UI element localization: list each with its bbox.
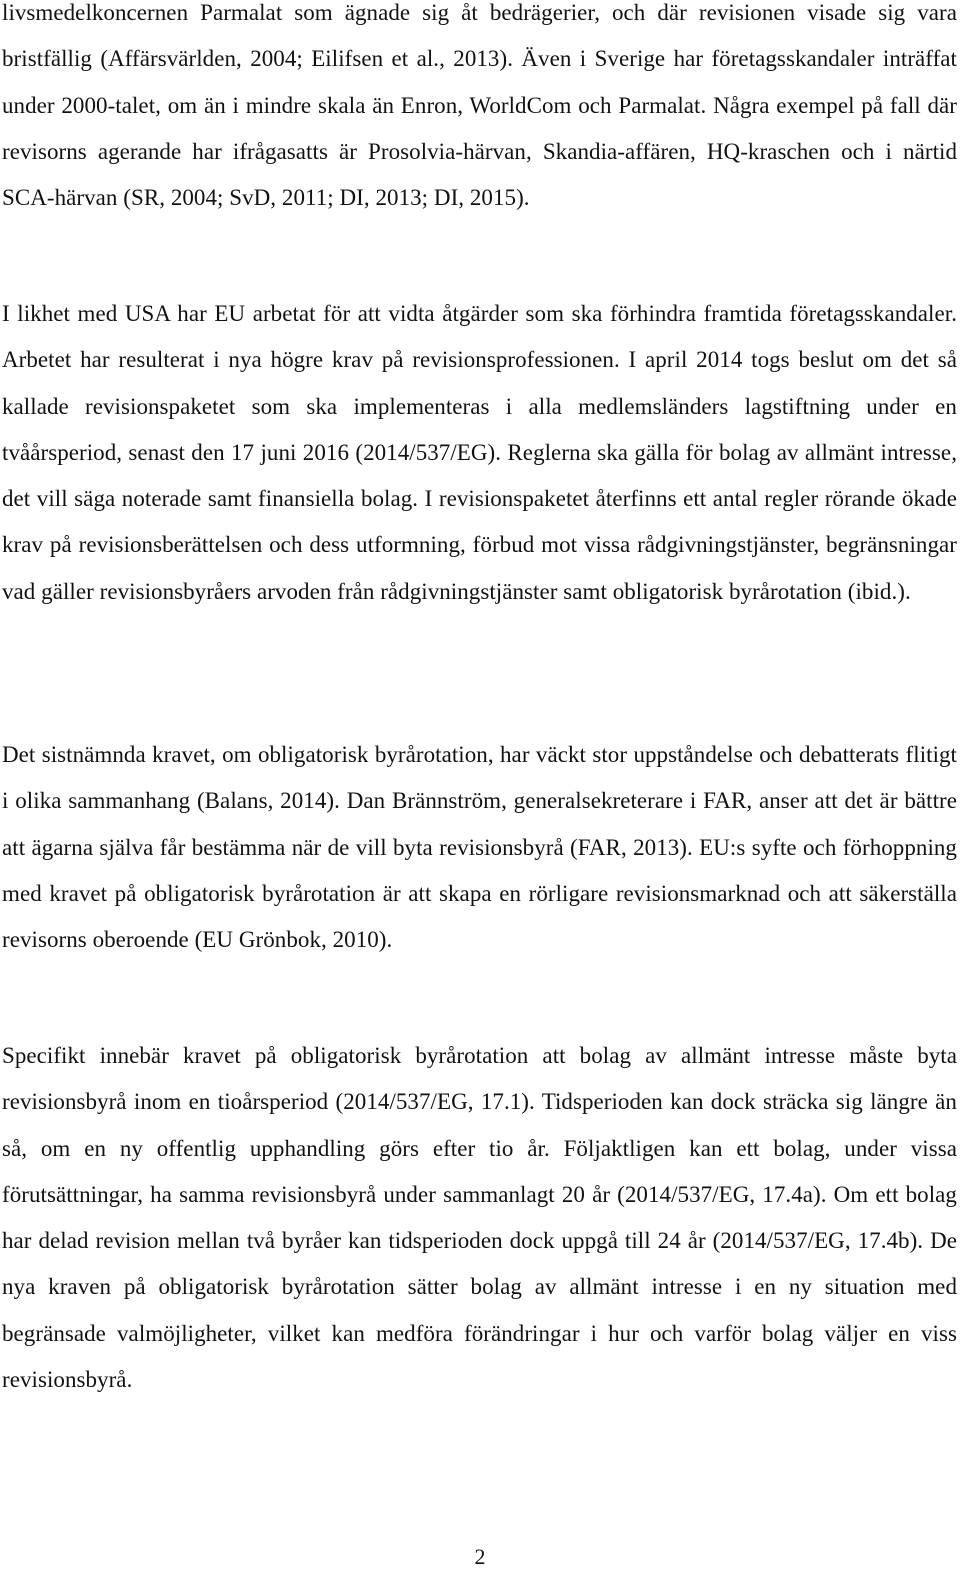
paragraph-rotation-requirements: Specifikt innebär kravet på obligatorisk byrårotation att bolag av allmänt intresse måste byta revisionsbyrå inom en tioårsperiod (2014/537/EG, 17.1). Tidsperioden kan dock sträcka sig längre än så, om en ny offentlig upphandling görs efter tio år. Följaktligen kan ett bolag, under vissa förutsättningar, ha samma revisionsbyrå under sammanlagt 20 år (2014/537/EG, 17.4a). Om ett bolag har delad revision mellan två byråer kan tidsperioden dock uppgå till 24 år (2014/537/EG, 17.4b). De nya kraven på obligatorisk byrårotation sätter bolag av allmänt intresse i en ny situation med begränsade valmöjligheter, vilket kan medföra förändringar i hur och varför bolag väljer en viss revisionsbyrå. (2, 1043, 957, 1393)
paragraph-eu-audit-reform: I likhet med USA har EU arbetat för att vidta åtgärder som ska förhindra framtida företagsskandaler. Arbetet har resulterat i nya högre krav på revisionsprofessionen. I april 2014 togs beslut om det så kallade revisionspaketet som ska implementeras i alla medlemsländers lagstiftning under en tvåårsperiod, senast den 17 juni 2016 (2014/537/EG). Reglerna ska gälla för bolag av allmänt intresse, det vill säga noterade samt finansiella bolag. I revisionspaketet återfinns ett antal regler rörande ökade krav på revisionsberättelsen och dess utformning, förbud mot vissa rådgivningstjänster, begränsningar vad gäller revisionsbyråers arvoden från rådgivningstjänster samt obligatorisk byrårotation (ibid.). (2, 301, 957, 604)
paragraph-corporate-scandals-sweden: livsmedelkoncernen Parmalat som ägnade sig åt bedrägerier, och där revisionen visade sig vara bristfällig (Affärsvärlden, 2004; Eilifsen et al., 2013). Även i Sverige har företagsskandaler inträffat under 2000-talet, om än i mindre skala än Enron, WorldCom och Parmalat. Några exempel på fall där revisorns agerande har ifrågasatts är Prosolvia-härvan, Skandia-affären, HQ-kraschen och i närtid SCA-härvan (SR, 2004; SvD, 2011; DI, 2013; DI, 2015). (2, 0, 957, 211)
paragraph-mandatory-rotation-debate: Det sistnämnda kravet, om obligatorisk byrårotation, har väckt stor uppståndelse och debatterats flitigt i olika sammanhang (Balans, 2014). Dan Brännström, generalsekreterare i FAR, anser att det är bättre att ägarna själva får bestämma när de vill byta revisionsbyrå (FAR, 2013). EU:s syfte och förhoppning med kravet på obligatorisk byrårotation är att skapa en rörligare revisionsmarknad och att säkerställa revisorns oberoende (EU Grönbok, 2010). (2, 742, 957, 953)
page-number: 2 (474, 1544, 486, 1569)
